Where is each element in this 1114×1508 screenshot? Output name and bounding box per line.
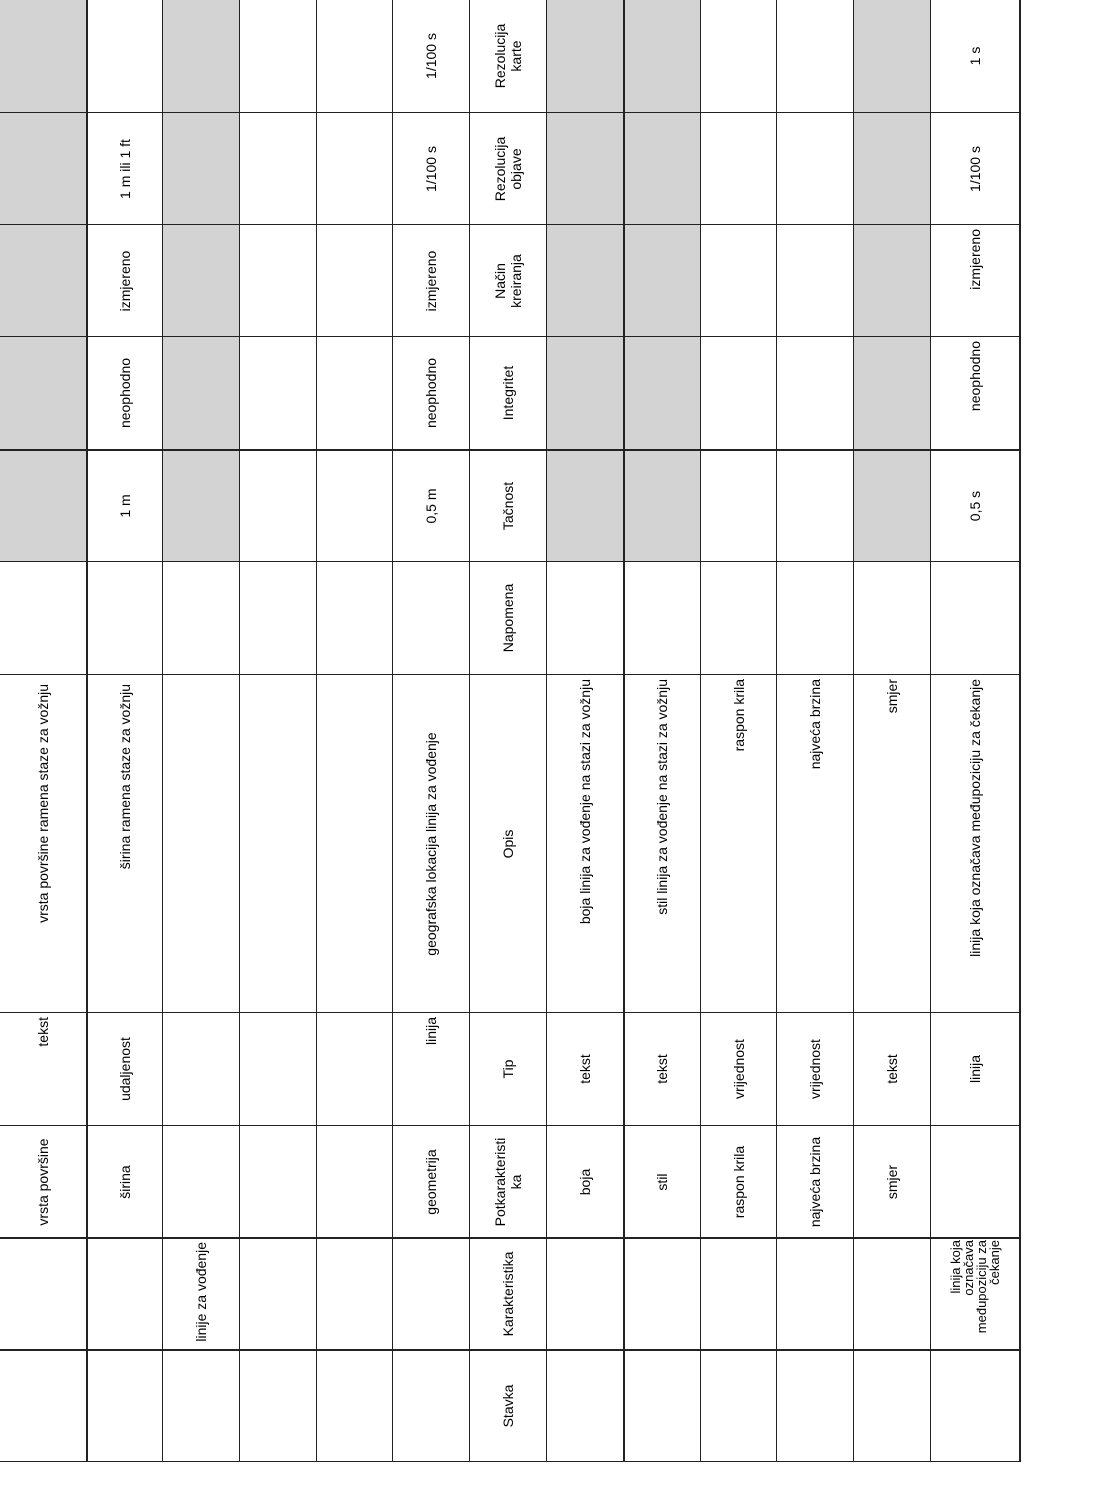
nacin-kreiranja-text: izmjereno: [116, 250, 133, 311]
header-opis: [470, 675, 547, 1013]
tip-cell: [547, 1013, 624, 1126]
rezolucija-karte-cell: [393, 0, 470, 113]
napomena-cell: [854, 562, 931, 675]
stavka-cell: [547, 1350, 624, 1462]
rezolucija-objave-cell: [240, 113, 317, 225]
tip-text: tekst: [654, 1054, 670, 1084]
napomena-cell: [317, 562, 393, 675]
nacin-kreiranja-cell: [163, 225, 240, 337]
potkarakteristika-text: boja: [577, 1168, 593, 1195]
table-row-direction: [854, 0, 931, 1462]
tacnost-cell: [163, 450, 240, 562]
header-stavka: [470, 1350, 547, 1462]
opis-cell: [163, 675, 240, 1013]
table-row-color: [547, 0, 624, 1462]
grid-line: [0, 1237, 1020, 1239]
table-row-surface-type: [0, 0, 87, 1462]
grid-line: [1019, 0, 1021, 1462]
tip-cell: [854, 1013, 931, 1126]
header-napomena-text: Napomena: [500, 583, 516, 653]
stavka-cell: [87, 1350, 163, 1462]
opis-text: širina ramena staze za vožnju: [116, 683, 133, 869]
tacnost-cell: [317, 450, 393, 562]
rezolucija-objave-cell: [854, 113, 931, 225]
napomena-cell: [0, 562, 87, 675]
tacnost-text: 1 m: [116, 493, 133, 518]
rezolucija-karte-cell: [777, 0, 854, 113]
tacnost-text: 0,5 m: [423, 488, 439, 524]
nacin-kreiranja-cell: [931, 225, 1020, 337]
napomena-cell: [240, 562, 317, 675]
table-row-empty-2: [317, 0, 393, 1462]
header-nacin-kreiranja-text: Način kreiranja: [492, 253, 524, 308]
tip-cell: [317, 1013, 393, 1126]
header-potkarakteristika: [470, 1126, 547, 1238]
stavka-cell: [931, 1350, 1020, 1462]
stavka-cell: [317, 1350, 393, 1462]
tip-text: tekst: [35, 1017, 51, 1047]
karakteristika-cell: [624, 1238, 701, 1350]
rezolucija-karte-cell: [87, 0, 163, 113]
table-row-max-speed: [777, 0, 854, 1462]
header-karakteristika: [470, 1238, 547, 1350]
integritet-cell: [701, 337, 777, 450]
napomena-cell: [87, 562, 163, 675]
tacnost-text: 0,5 s: [967, 490, 983, 521]
rezolucija-objave-cell: [393, 113, 470, 225]
table-row-guidance-lines: [163, 0, 240, 1462]
tacnost-cell: [854, 450, 931, 562]
rezolucija-objave-cell: [701, 113, 777, 225]
integritet-cell: [547, 337, 624, 450]
tip-cell: [777, 1013, 854, 1126]
potkarakteristika-text: najveća brzina: [807, 1136, 823, 1227]
potkarakteristika-cell: [931, 1126, 1020, 1238]
napomena-cell: [777, 562, 854, 675]
opis-cell: [624, 675, 701, 1013]
tacnost-cell: [87, 450, 163, 562]
napomena-cell: [163, 562, 240, 675]
header-rezolucija-karte: [470, 0, 547, 113]
opis-cell: [393, 675, 470, 1013]
opis-text: smjer: [884, 678, 900, 713]
opis-text: vrsta površine ramena staze za vožnju: [35, 683, 51, 923]
nacin-kreiranja-cell: [0, 225, 87, 337]
rezolucija-karte-cell: [240, 0, 317, 113]
tip-cell: [701, 1013, 777, 1126]
nacin-kreiranja-cell: [87, 225, 163, 337]
tacnost-cell: [777, 450, 854, 562]
nacin-kreiranja-text: izmjereno: [967, 228, 983, 290]
rezolucija-karte-cell: [0, 0, 87, 113]
stavka-cell: [701, 1350, 777, 1462]
header-rezolucija-karte-text: Rezolucija karte: [492, 23, 524, 89]
opis-cell: [317, 675, 393, 1013]
potkarakteristika-cell: [854, 1126, 931, 1238]
rezolucija-objave-cell: [547, 113, 624, 225]
nacin-kreiranja-cell: [393, 225, 470, 337]
rezolucija-karte-text: 1/100 s: [423, 33, 439, 79]
karakteristika-text: linija koja označava međupoziciju za čekanje: [948, 1239, 1002, 1333]
napomena-cell: [931, 562, 1020, 675]
karakteristika-cell: [393, 1238, 470, 1350]
rezolucija-objave-cell: [87, 113, 163, 225]
stavka-cell: [163, 1350, 240, 1462]
stavka-cell: [777, 1350, 854, 1462]
header-tacnost: [470, 450, 547, 562]
table-row-style: [624, 0, 701, 1462]
header-integritet: [470, 337, 547, 450]
karakteristika-cell: [240, 1238, 317, 1350]
karakteristika-text: linije za vođenje: [193, 1241, 209, 1342]
napomena-cell: [701, 562, 777, 675]
potkarakteristika-cell: [317, 1126, 393, 1238]
rezolucija-karte-cell: [163, 0, 240, 113]
rezolucija-objave-cell: [777, 113, 854, 225]
tip-cell: [0, 1013, 87, 1126]
grid-line: [623, 0, 625, 1462]
opis-text: raspon krila: [730, 678, 747, 751]
rezolucija-karte-cell: [317, 0, 393, 113]
header-nacin-kreiranja: [470, 225, 547, 337]
tacnost-cell: [931, 450, 1020, 562]
grid-line: [0, 449, 1020, 451]
header-napomena: [470, 562, 547, 675]
tip-cell: [87, 1013, 163, 1126]
opis-text: stil linija za vođenje na stazi za vožnju: [654, 678, 670, 915]
header-opis-text: Opis: [500, 829, 516, 858]
tip-text: linija: [967, 1055, 983, 1084]
header-stavka-text: Stavka: [500, 1384, 516, 1427]
stavka-cell: [854, 1350, 931, 1462]
tip-text: vrijednost: [807, 1039, 823, 1099]
tacnost-cell: [547, 450, 624, 562]
header-rezolucija-objave-text: Rezolucija objave: [492, 136, 524, 201]
integritet-cell: [163, 337, 240, 450]
nacin-kreiranja-cell: [854, 225, 931, 337]
nacin-kreiranja-text: izmjereno: [423, 250, 439, 311]
rezolucija-karte-cell: [547, 0, 624, 113]
integritet-cell: [931, 337, 1020, 450]
header-potkarakteristika-text: Potkarakteristika: [492, 1137, 524, 1226]
potkarakteristika-cell: [393, 1126, 470, 1238]
potkarakteristika-cell: [547, 1126, 624, 1238]
stavka-cell: [624, 1350, 701, 1462]
table-row-width: [87, 0, 163, 1462]
opis-cell: [931, 675, 1020, 1013]
rezolucija-karte-cell: [854, 0, 931, 113]
integritet-cell: [777, 337, 854, 450]
stavka-cell: [0, 1350, 87, 1462]
potkarakteristika-cell: [0, 1126, 87, 1238]
tacnost-cell: [624, 450, 701, 562]
potkarakteristika-text: geometrija: [423, 1148, 439, 1215]
integritet-text: neophodno: [967, 341, 983, 412]
integritet-text: neophodno: [423, 357, 439, 429]
opis-cell: [777, 675, 854, 1013]
opis-cell: [240, 675, 317, 1013]
table-row-wingspan: [701, 0, 777, 1462]
tip-text: udaljenost: [116, 1037, 133, 1101]
karakteristika-cell: [547, 1238, 624, 1350]
opis-text: geografska lokacija linija za vođenje: [423, 731, 439, 956]
napomena-cell: [624, 562, 701, 675]
karakteristika-cell: [0, 1238, 87, 1350]
opis-text: boja linija za vođenje na stazi za vožnju: [577, 678, 593, 924]
tip-text: vrijednost: [730, 1039, 747, 1099]
potkarakteristika-text: širina: [116, 1164, 133, 1199]
rezolucija-objave-cell: [317, 113, 393, 225]
napomena-cell: [393, 562, 470, 675]
tip-cell: [163, 1013, 240, 1126]
tip-cell: [393, 1013, 470, 1126]
tacnost-cell: [240, 450, 317, 562]
header-integritet-text: Integritet: [500, 365, 516, 421]
potkarakteristika-cell: [240, 1126, 317, 1238]
integritet-cell: [854, 337, 931, 450]
rezolucija-objave-text: 1/100 s: [967, 145, 983, 192]
opis-cell: [87, 675, 163, 1013]
nacin-kreiranja-cell: [701, 225, 777, 337]
nacin-kreiranja-cell: [317, 225, 393, 337]
karakteristika-cell: [854, 1238, 931, 1350]
potkarakteristika-cell: [624, 1126, 701, 1238]
integritet-text: neophodno: [116, 357, 133, 429]
header-rezolucija-objave: [470, 113, 547, 225]
rezolucija-objave-cell: [163, 113, 240, 225]
table-header-row: [470, 0, 547, 1462]
karakteristika-cell: [163, 1238, 240, 1350]
potkarakteristika-text: raspon krila: [730, 1145, 747, 1218]
integritet-cell: [393, 337, 470, 450]
header-tacnost-text: Tačnost: [500, 481, 516, 530]
rezolucija-objave-cell: [624, 113, 701, 225]
tip-text: linija: [423, 1017, 439, 1046]
tacnost-cell: [701, 450, 777, 562]
potkarakteristika-cell: [87, 1126, 163, 1238]
stavka-cell: [240, 1350, 317, 1462]
rezolucija-objave-cell: [0, 113, 87, 225]
integritet-cell: [87, 337, 163, 450]
rezolucija-objave-text: 1 m ili 1 ft: [116, 138, 133, 199]
tip-cell: [624, 1013, 701, 1126]
tip-cell: [240, 1013, 317, 1126]
nacin-kreiranja-cell: [547, 225, 624, 337]
tacnost-cell: [0, 450, 87, 562]
potkarakteristika-text: vrsta površine: [35, 1137, 51, 1226]
karakteristika-cell: [317, 1238, 393, 1350]
opis-cell: [701, 675, 777, 1013]
potkarakteristika-cell: [163, 1126, 240, 1238]
nacin-kreiranja-cell: [624, 225, 701, 337]
table-row-empty-1: [240, 0, 317, 1462]
stavka-cell: [393, 1350, 470, 1462]
nacin-kreiranja-cell: [777, 225, 854, 337]
opis-text: najveća brzina: [807, 678, 823, 769]
tip-text: tekst: [577, 1054, 593, 1084]
integritet-cell: [240, 337, 317, 450]
header-karakteristika-text: Karakteristika: [500, 1251, 516, 1336]
rezolucija-karte-text: 1 s: [967, 46, 983, 66]
rezolucija-objave-text: 1/100 s: [423, 145, 439, 192]
karakteristika-cell: [701, 1238, 777, 1350]
tip-cell: [931, 1013, 1020, 1126]
potkarakteristika-cell: [701, 1126, 777, 1238]
grid-line: [0, 1349, 1020, 1351]
karakteristika-cell: [931, 1238, 1020, 1350]
integritet-cell: [0, 337, 87, 450]
karakteristika-cell: [87, 1238, 163, 1350]
rezolucija-karte-cell: [931, 0, 1020, 113]
tacnost-cell: [393, 450, 470, 562]
napomena-cell: [547, 562, 624, 675]
table-row-holding-line: [931, 0, 1020, 1462]
opis-cell: [547, 675, 624, 1013]
rezolucija-karte-cell: [624, 0, 701, 113]
opis-text: linija koja označava međupoziciju za čekanje: [967, 678, 983, 957]
potkarakteristika-text: smjer: [884, 1164, 900, 1199]
potkarakteristika-text: stil: [654, 1172, 670, 1191]
nacin-kreiranja-cell: [240, 225, 317, 337]
rezolucija-objave-cell: [931, 113, 1020, 225]
rezolucija-karte-cell: [701, 0, 777, 113]
header-tip: [470, 1013, 547, 1126]
opis-cell: [854, 675, 931, 1013]
integritet-cell: [624, 337, 701, 450]
table-row-geometry: [393, 0, 470, 1462]
opis-cell: [0, 675, 87, 1013]
grid-line: [86, 0, 88, 1462]
potkarakteristika-cell: [777, 1126, 854, 1238]
karakteristika-cell: [777, 1238, 854, 1350]
tip-text: tekst: [884, 1054, 900, 1084]
header-tip-text: Tip: [500, 1059, 516, 1079]
integritet-cell: [317, 337, 393, 450]
